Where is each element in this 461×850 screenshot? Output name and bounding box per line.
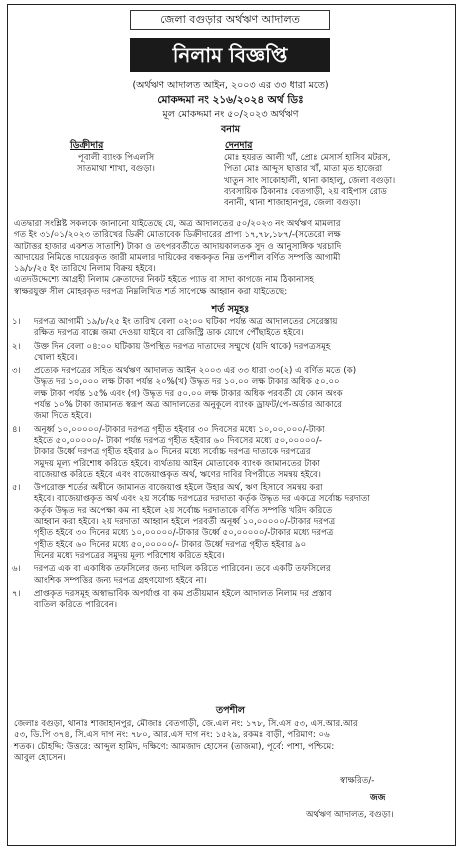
schedule-line: শতক। চৌহদ্দি: উত্তরে: আব্দুল হামিদ, দক্ষিণে: আমজাদ হোসেন (তাজমা), পূর্বে: পাশা, পশ্চিমে: <box>14 741 335 752</box>
schedule-line: ৫৩, ডি.পি ৩৭৪, সি.এস দাগ নং: ৭৮০, আর.এস দাগ নং: ১৫২৯, রকমঃ বাড়ী, পরিমাণ: ০৬ <box>14 730 330 741</box>
decree-holder-heading: ডিক্রীদার <box>70 140 104 151</box>
term-line: হইবে। বাজেয়াপ্তকৃত অর্থ এবং ২য় সর্বোচ্চ দরপত্রের দরদাতা কর্তৃক উদ্ধৃত দর একত্রে সর্বোচ্চ দরদাতা <box>34 494 371 505</box>
intro-line: স্বাক্ষরযুক্ত সীল মোহরকৃত দরপত্র নিম্নলিখিত শর্ত সাপেক্ষে আহ্বান করা যাইতেছে: <box>14 286 288 297</box>
term-item <box>12 483 449 562</box>
term-line: কর্তৃক উদ্ধৃত দর অপেক্ষা কম না হইলে ২য় সর্বোচ্চ দরদাতাকে বর্ণিত সম্পত্তি খরিদ করিতে <box>34 505 333 516</box>
term-line: অনূর্ধ্ব ১০,০০০০০/-টাকার দরপত্র গৃহীত হইবার ৩০ দিবসের মধ্যে ১০,০০,০০০/-টাকা <box>34 424 325 435</box>
intro-line: এতদ্বারা সংশ্লিষ্ট সকলকে জানানো যাইতেছে যে, অত্র আদালতের ৫০/২০২৩ নং অর্থঋণ মামলার <box>14 219 341 229</box>
debtor-line: খাতুন সাং সাকোহালী, থানা কাহালু, জেলা বগুড়া। <box>224 175 396 186</box>
term-line: গৃহীত হইবে ৩০ দিনের মধ্যে ১০,০০০০০/-টাকার উর্ধ্বে ৫০,০০০০০/-টাকার মধ্যে দরপত্র <box>34 528 334 539</box>
debtor-line: ব্যবসায়িক ঠিকানাঃ বেতগাড়ী, ২য় বাইপাস রোড <box>224 186 387 197</box>
debtor-line: বনানী, থানা শাজাহানপুর, জেলা বগুড়া। <box>224 198 361 209</box>
term-item <box>12 564 449 587</box>
intro-line: ১৯/৮/২৫ ইং তারিখে নিলাম বিক্রয় হইবে। <box>14 264 156 275</box>
decree-holder-details <box>46 153 186 176</box>
term-text <box>34 564 449 587</box>
debtor-line: মোঃ হযরত আলী খাঁ, প্রোঃ মেসার্স হাসিব মটরস, <box>224 153 391 163</box>
term-number: ১। <box>12 317 21 327</box>
term-line: টাকার উর্ধ্বে দরপত্র গৃহীত হইবার ৯০ দিনের মধ্যে সর্বোচ্চ দরপত্র দাতাকে দরপত্রের <box>34 447 311 458</box>
term-number: ৫। <box>12 483 21 494</box>
term-text <box>34 317 449 340</box>
original-case-number: মূল মোকদ্দমা নং ৫০/২০২৩ অর্থঋণ <box>162 109 299 120</box>
signature-court: অর্থঋণ আদালত, বগুড়া। <box>306 810 394 820</box>
intro-line: এতদউদ্দেশ্যে আগ্রহী নিলাম ক্রেতাদের নিকট হইতে প্যাড বা সাদা কাগজে নাম ঠিকানাসহ <box>14 275 314 286</box>
term-line: রক্ষিত দরপত্র বাক্সে জমা দেওয়া যাইবে বা রেজিস্ট্রি ডাক যোগে পৌঁছাইতে হইবে। <box>34 328 304 339</box>
term-item <box>12 425 449 481</box>
term-line: বাতিল করিতে পারিবেন। <box>34 600 118 611</box>
court-header: জেলা বগুড়ার অর্থঋণ আদালত <box>130 10 330 30</box>
debtor-line: পিতা মোঃ আব্দুস ছাত্তার খাঁ, মাতা মৃত হাজেরা <box>224 164 383 175</box>
term-line: প্রত্যেক দরপত্রের সহিত অর্থঋণ আদালত আইন ২০০৩ এর ৩৩ ধারা ৩৩(২) এ বর্ণিত মতে (ক) <box>34 366 357 377</box>
terms-list <box>12 317 449 613</box>
term-text <box>34 589 449 612</box>
term-line: হইতে ৫০,০০০০০/- টাকা পর্যন্ত দরপত্র গৃহীত হইবার ৬০ দিবসের মধ্যে ৫০,০০০০০/- <box>34 435 323 446</box>
term-line: দিনের মধ্যে দরপত্রের সমুদয় মূল্য পরিশোধ করিতে হইবে। <box>34 550 225 561</box>
term-line: উদ্ধৃত দর ১০,০০০ লক্ষ টাকা পর্যন্ত ২০%(খ) উদ্ধৃত দর ১০.০০ লক্ষ টাকার অধিক ৫০.০০ <box>34 377 340 388</box>
act-reference: (অর্থঋণ আদালত আইন, ২০০৩ এর ৩৩ ধারা মতে) <box>132 80 329 91</box>
schedule-heading: তপশীল <box>216 705 245 716</box>
intro-line: গত ইং ৩১/০১/২০২৩ তারিখের ডিক্রী মোতাবেক ডিক্রীদারের প্রাপ্য ১৭,৭৮,১৮৭/-(সতেরো লক্ষ <box>14 230 341 241</box>
schedule-line: জেলাঃ বগুড়া, থানাঃ শাজাহানপুর, মৌজাঃ বেতগাড়ী, জে.এল নং: ১৭৮, সি.এস ৫৩, এস.আর.আর <box>14 719 358 729</box>
term-line: উক্ত দিন বেলা ০৪:০০ ঘটিকায় উপস্থিত দরপত্র দাতাদের সম্মুখে (যদি থাকে) দরপত্রসমূহ <box>34 341 331 352</box>
term-line: উপরোক্ত শর্তের অধীনে জামানত বাজেয়াপ্ত হইলে উহার অর্থ, ঋণ হিসাবে সমন্বয় করা <box>34 483 323 494</box>
intro-line: আটাত্তর হাজার একশত সাতাশি) টাকা ও তৎপরবর্তীতে আদায়কালতক সুদ ও আনুসাঙ্গিক খরচাদি <box>14 241 342 252</box>
terms-heading: শর্ত সমূহঃ <box>211 304 250 315</box>
term-item <box>12 317 449 340</box>
term-number: ২। <box>12 341 21 352</box>
term-text <box>34 366 449 422</box>
term-line: গৃহীত হইবে ৬০ দিনের মধ্যে ৫০,০০০০০/- টাকার উর্ধ্বে দরপত্র গৃহীত হইবার ৯০ <box>34 539 307 550</box>
term-number: ৭। <box>12 588 21 599</box>
term-number: ৬। <box>12 564 21 575</box>
term-text <box>34 342 449 365</box>
term-item <box>12 366 449 422</box>
term-line: আহ্বান করা হইবে। ২য় দরদাতা আহ্বান হইলে পরবর্তী অনূর্ধ্ব ১০,০০০০০/-টাকার দরপত্র <box>34 517 336 528</box>
debtor-heading: দেনদার <box>225 140 253 151</box>
term-item <box>12 589 449 612</box>
term-text <box>34 425 449 481</box>
decree-holder-line: সাতমাথা শাখা, বগুড়া। <box>77 164 155 175</box>
decree-holder-line: পূবালী ব্যাংক পিএলসি <box>77 153 155 163</box>
term-number: ৩। <box>12 366 21 377</box>
debtor-details <box>224 153 450 209</box>
term-line: দরপত্র এক বা একাধিক তফসিলের জন্য দাখিল করিতে পারিবেন। তবে একটি তফসিলের <box>34 564 331 575</box>
term-line: দরপত্র আগামী ১৯/৮/২৫ ইং তারিখ বেলা ০২:০০ ঘটিকা পর্যন্ত অত্র আদালতের সেরেস্তায় <box>34 317 338 327</box>
signature-mark: স্বাক্ষরিত/- <box>340 776 375 786</box>
term-item <box>12 342 449 365</box>
intro-line: আদায়ের নিমিত্তে দায়েরকৃত জারী মামলার দায়িকের বন্ধককৃত নিম্ন তপশীল বর্ণিত সম্পত্তি আগামী <box>14 252 341 263</box>
term-line: লক্ষ টাকা পর্যন্ত ১৫% এবং (গ) উদ্ধৃত দর ৫০.০০ লক্ষ টাকার অধিক পরবর্তী যে কোন অংক <box>34 388 343 399</box>
versus-label: বনাম <box>221 124 240 135</box>
signature-designation: জজ <box>370 793 386 803</box>
term-line: বাজেয়াপ্ত করিতে হইবে এবং বাজেয়াপ্তকৃত অর্থ, ঋণের দাবির বিপরীতে সমন্বয় হইবে। <box>34 469 321 480</box>
term-line: সমুদয় মূল্য পরিশোধ করিতে হইবে। ব্যর্থতায় আইন মোতাবেক ব্যাংক জামানতের টাকা <box>34 458 321 469</box>
term-number: ৪। <box>12 424 21 435</box>
schedule-text <box>14 719 448 764</box>
term-line: জমা দিতে হইবে। <box>34 411 92 422</box>
term-line: খোলা হইবে। <box>34 352 78 363</box>
case-number: মোকদ্দমা নং ২১৬/২০২৪ অর্থ ডিঃ <box>157 94 304 106</box>
schedule-line: আবুল হোসেন। <box>14 752 66 763</box>
notice-title: নিলাম বিজ্ঞপ্তি <box>130 38 330 72</box>
term-line: আংশিক সম্পত্তির জন্য দরপত্র গ্রহণযোগ্য হইবে না। <box>34 575 207 586</box>
intro-paragraph <box>14 219 448 298</box>
term-line: পর্যন্ত ১০% টাকা জামানত স্বরূপ অত্র আদালতের অনুকূলে ব্যাংক ড্রাফট/পে-অর্ডার আকারে <box>34 400 342 411</box>
term-text <box>34 483 449 562</box>
term-line: প্রাপ্তকৃত দরসমূহ অস্বাভাবিক অপর্যাপ্ত বা কম প্রতীয়মান হইলে আদালত নিলাম দর প্রস্তাব <box>34 588 332 599</box>
